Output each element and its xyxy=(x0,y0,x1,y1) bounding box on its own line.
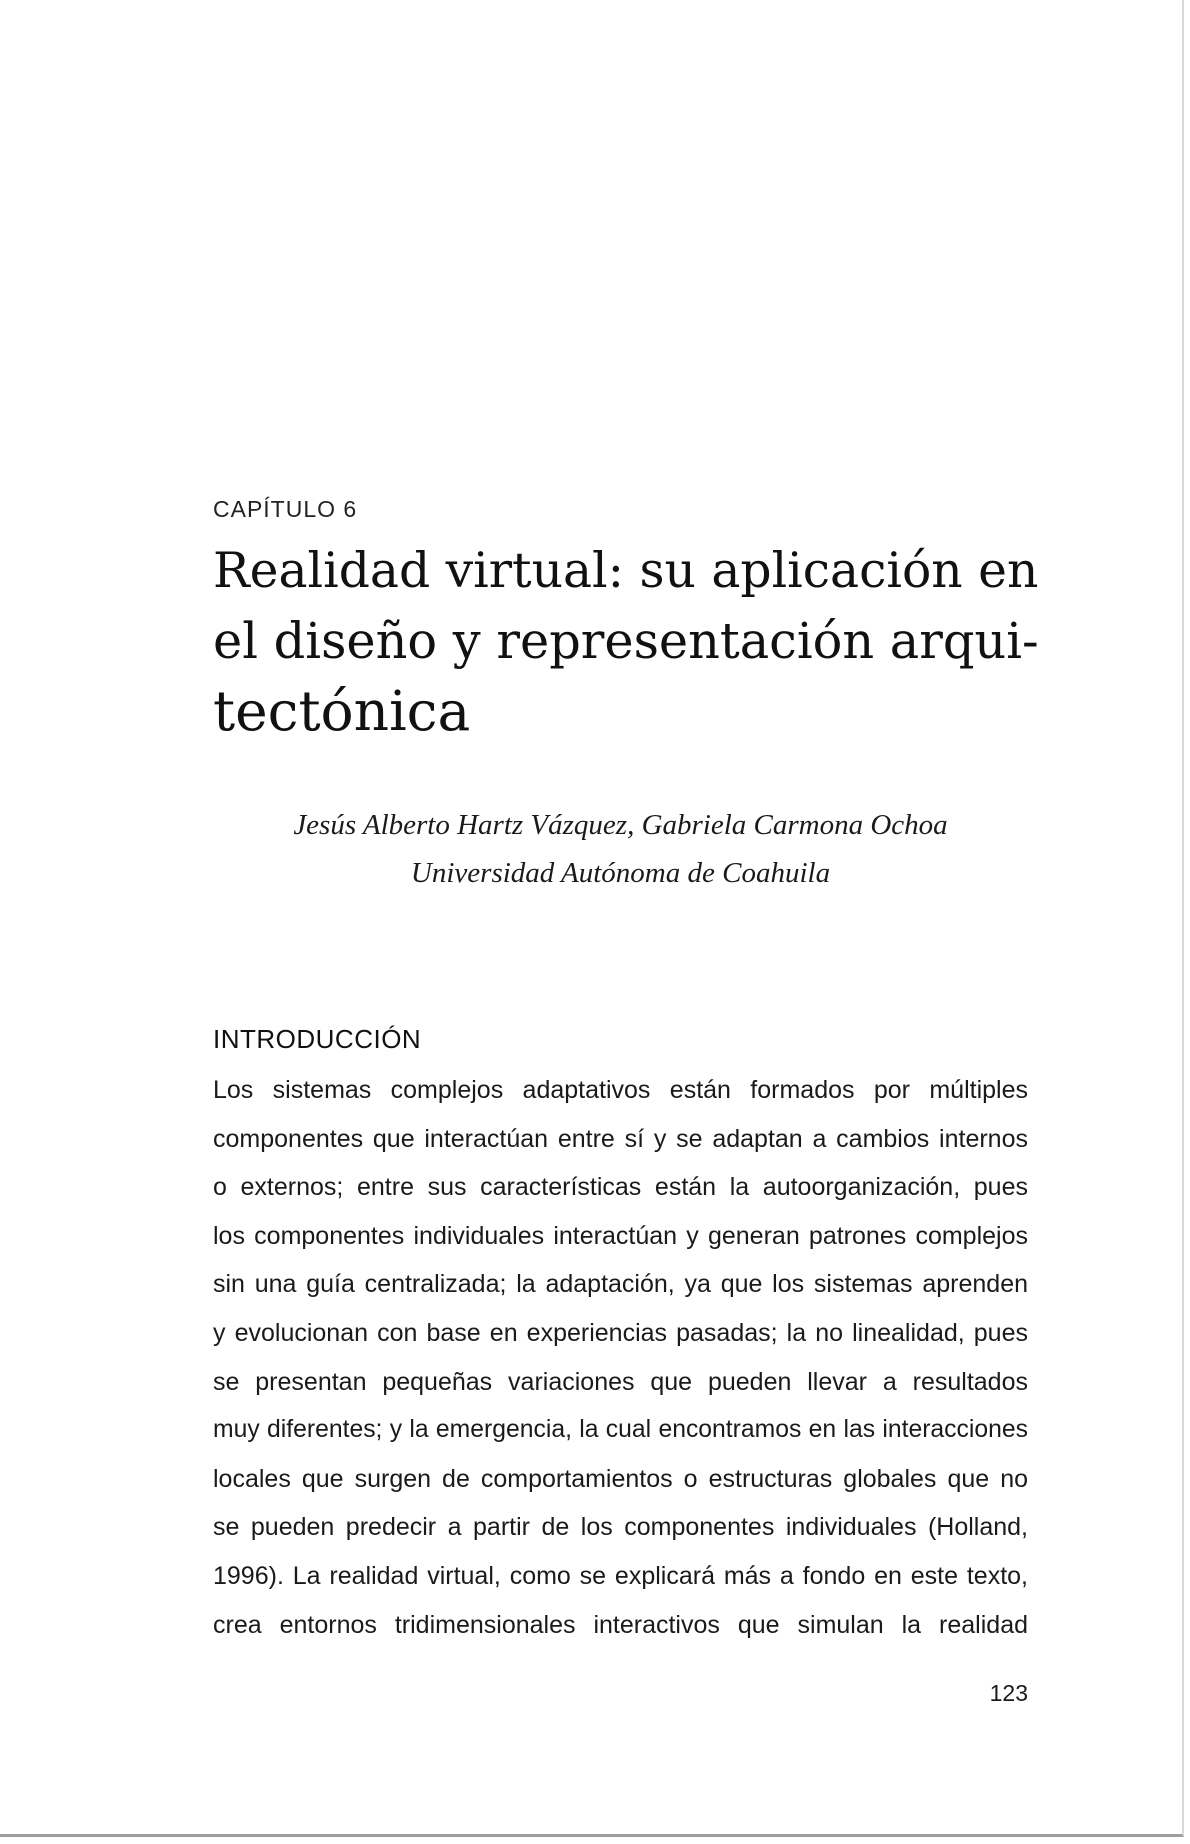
paragraph-line: los componentes individuales interactúan y generan patrones complejos xyxy=(213,1221,1028,1250)
paragraph-line: sin una guía centralizada; la adaptación, ya que los sistemas aprenden xyxy=(213,1270,1028,1299)
chapter-title-line: el diseño y representación arqui- xyxy=(213,612,1039,670)
author-names: Jesús Alberto Hartz Vázquez, Gabriela Carmona Ochoa xyxy=(293,809,948,841)
paragraph-line: y evolucionan con base en experiencias pasadas; la no linealidad, pues xyxy=(213,1318,1028,1347)
body-paragraph xyxy=(213,1066,1028,1649)
paragraph-line: se pueden predecir a partir de los componentes individuales (Holland, xyxy=(213,1513,1028,1542)
chapter-title-line: tectónica xyxy=(213,679,471,743)
paragraph-line: 1996). La realidad virtual, como se explicará más a fondo en este texto, xyxy=(213,1561,1028,1590)
author-affiliation: Universidad Autónoma de Coahuila xyxy=(410,857,831,889)
page-number: 123 xyxy=(989,1680,1028,1706)
paragraph-line: crea entornos tridimensionales interactivos que simulan la realidad xyxy=(213,1610,1028,1639)
chapter-label: CAPÍTULO 6 xyxy=(213,496,358,522)
chapter-title xyxy=(213,536,1043,746)
paragraph-line: o externos; entre sus características están la autoorganización, pues xyxy=(213,1173,1028,1202)
paragraph-line: componentes que interactúan entre sí y se adaptan a cambios internos xyxy=(213,1124,1028,1153)
chapter-title-line: Realidad virtual: su aplicación en xyxy=(213,543,1039,599)
author-block xyxy=(213,801,1028,897)
paragraph-line: locales que surgen de comportamientos o estructuras globales que no xyxy=(213,1464,1028,1493)
paragraph-line: se presentan pequeñas variaciones que pueden llevar a resultados xyxy=(213,1367,1028,1396)
paragraph-line: Los sistemas complejos adaptativos están formados por múltiples xyxy=(213,1076,1028,1104)
paragraph-line: muy diferentes; y la emergencia, la cual encontramos en las interacciones xyxy=(213,1416,1028,1444)
section-heading: INTRODUCCIÓN xyxy=(213,1024,422,1054)
